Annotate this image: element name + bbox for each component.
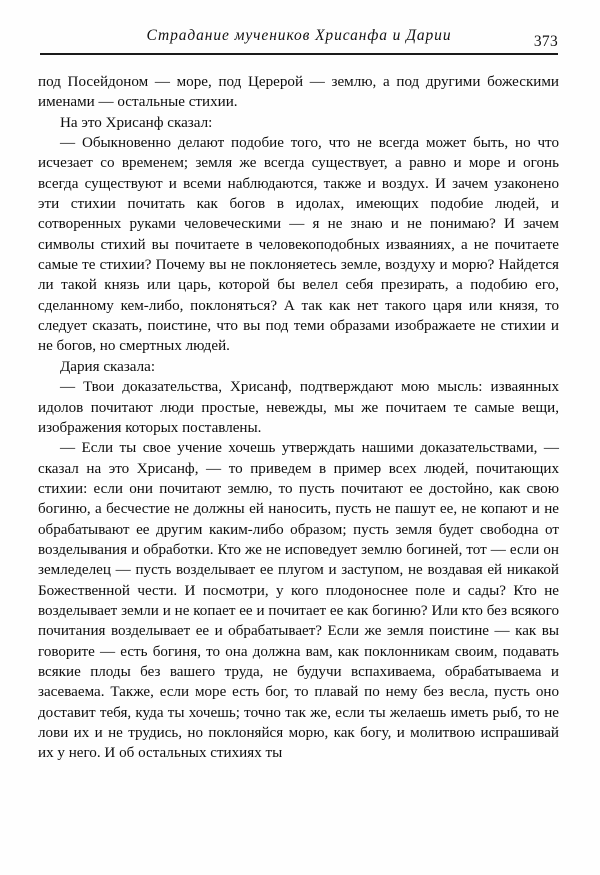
paragraph: под Посейдоном — море, под Церерой — землю, а под другими божескими именами — остальные стихии.: [38, 74, 559, 111]
paragraph: — Обыкновенно делают подобие того, что не всегда может быть, но что исчезает со временем; земля же всегда существует, а равно и море и огонь всегда существуют и всеми наблюдаются, также и воздух. И зачем узаконено эти стихии почитать как богов в идолах, имеющих подобие людей, и сотворенных руками человеческими — я не знаю и не понимаю? И зачем символы стихий вы почитаете в человекоподобных изваяниях, а не почитаете самые те стихии? Почему вы не поклоняетесь земле, воздуху и морю? Найдется ли такой князь или царь, которой бы велел себя презирать, а подобию его, сделанному кем-либо, поклоняться? А так как нет такого царя или князя, то следует сказать, поистине, что вы под теми образами изображаете не стихии и не богов, но смертных людей.: [38, 135, 559, 355]
paragraph: Дария сказала:: [60, 358, 156, 375]
header-rule: [40, 53, 558, 55]
paragraph: — Твои доказательства, Хрисанф, подтверждают мою мысль: изваянных идолов почитают люди простые, невежды, мы же почитаем те самые вещи, изображения которых поставлены.: [38, 379, 559, 436]
running-head-title: Страдание мучеников Хрисанфа и Дарии: [146, 27, 452, 44]
running-head: [40, 27, 558, 51]
paragraph: На это Хрисанф сказал:: [60, 114, 213, 131]
page-number: 373: [533, 33, 558, 50]
body-text: [38, 72, 559, 764]
paragraph: — Если ты свое учение хочешь утверждать нашими доказательствами, — сказал на это Хрисанф, — то приведем в пример всех людей, почитающих стихии: если они почитают землю, то пусть почитают ее достойно, как свою богиню, а бесчестие не должны ей наносить, пусть не пашут ее, не копают и не обрабатывают ее другим каким-либо образом; пусть земля будет свободна от возделывания и обработки. Кто же не исповедует землю богиней, тот — если он земледелец — пусть возделывает ее плугом и заступом, не воздавая ей никакой Божественной чести. И посмотри, у кого плодоноснее поле и сады? Кто не возделывает земли и не копает ее и почитает ее как богиню? Или кто без всякого почитания возделывает ее и обрабатывает? Если же земля поистине — как вы говорите — есть богиня, то она должна вам, как поклонникам своим, подавать всякие плоды без вашего труда, не будучи вспахиваема, обрабатываема и засеваема. Также, если море есть бог, то плавай по нему без весла, пусть оно доставит тебя, куда ты хочешь; точно так же, если ты желаешь иметь рыб, то не лови их и не трудись, но поклоняйся морю, как богу, и молитвою испрашивай их у него. И об остальных стихиях ты: [38, 440, 559, 762]
